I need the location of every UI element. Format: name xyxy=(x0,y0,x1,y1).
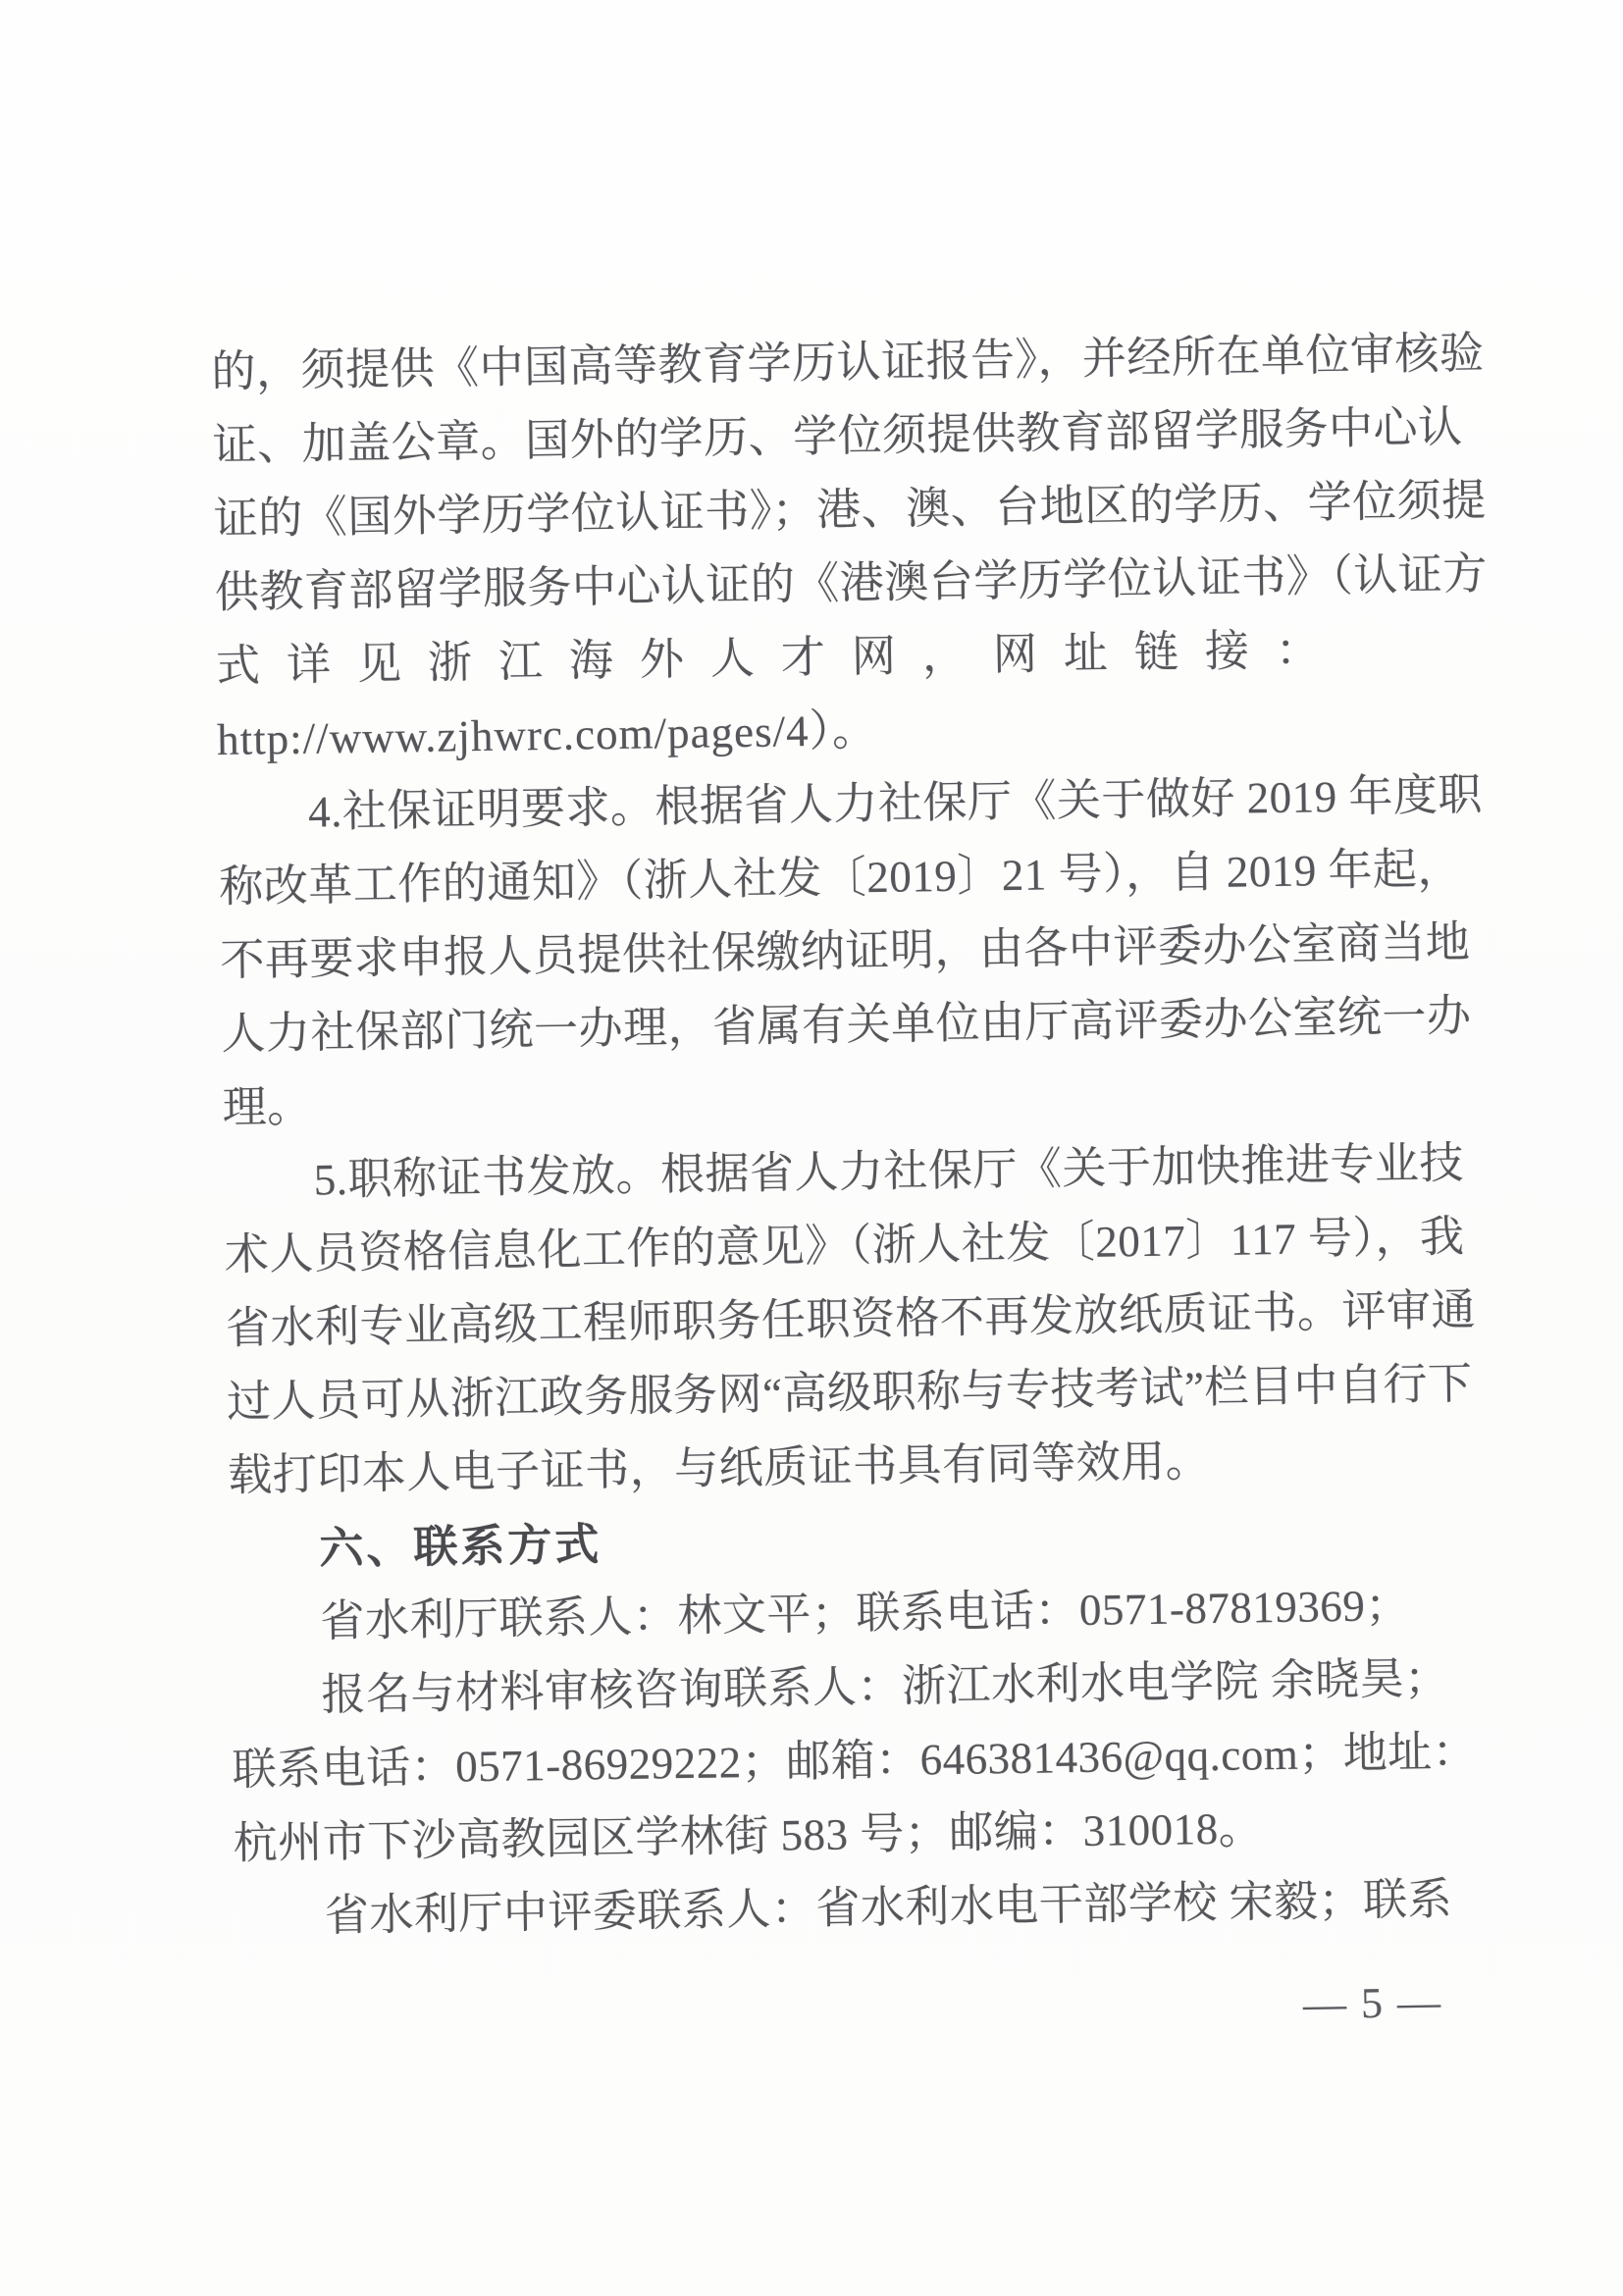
text-line-justified: 式详见浙江海外人才网，网址链接： xyxy=(215,624,1347,691)
text-line: 人力社保部门统一办理，省属有关单位由厅高评委办公室统一办 xyxy=(221,991,1472,1059)
text-line: 证、加盖公章。国外的学历、学位须提供教育部留学服务中心认 xyxy=(212,402,1463,470)
text-line: 省水利专业高级工程师职务任职资格不再发放纸质证书。评审通 xyxy=(225,1284,1477,1353)
text-line: 术人员资格信息化工作的意见》（浙人社发〔2017〕117 号），我 xyxy=(224,1212,1465,1279)
contact-line-phone-email: 联系电话：0571-86929222；邮箱：646381436@qq.com；地址： xyxy=(232,1727,1478,1795)
paragraph-start-social-security: 4.社保证明要求。根据省人力社保厅《关于做好 2019 年度职 xyxy=(307,769,1484,837)
document-text-block xyxy=(211,317,1489,1954)
contact-line-water-dept: 省水利厅联系人：林文平；联系电话：0571-87819369； xyxy=(320,1581,1411,1646)
page-number: — 5 — xyxy=(1302,1977,1443,2029)
url-text: http://www.zjhwrc.com/pages/4）。 xyxy=(216,704,878,764)
contact-line-committee: 省水利厅中评委联系人：省水利水电干部学校 宋毅；联系 xyxy=(324,1874,1453,1941)
text-line: 证的《国外学历学位认证书》；港、澳、台地区的学历、学位须提 xyxy=(213,475,1488,544)
section-heading-contact: 六、联系方式 xyxy=(318,1519,602,1574)
text-line: 载打印本人电子证书，与纸质证书具有同等效用。 xyxy=(227,1436,1211,1500)
contact-line-address: 杭州市下沙高教园区学林街 583 号；邮编：310018。 xyxy=(233,1803,1264,1868)
text-line: 称改革工作的通知》（浙人社发〔2019〕21 号），自 2019 年起， xyxy=(218,844,1463,912)
text-line: 的，须提供《中国高等教育学历认证报告》，并经所在单位审核验 xyxy=(211,328,1485,396)
contact-line-registration: 报名与材料审核咨询联系人：浙江水利水电学院 余晓昊； xyxy=(321,1653,1450,1720)
text-line: 不再要求申报人员提供社保缴纳证明，由各中评委办公室商当地 xyxy=(220,917,1471,985)
text-line: 供教育部留学服务中心认证的《港澳台学历学位认证书》（认证方 xyxy=(214,548,1489,617)
paragraph-start-certificate-issuance: 5.职称证书发放。根据省人力社保厅《关于加快推进专业技 xyxy=(313,1138,1465,1205)
text-line: 过人员可从浙江政务服务网“高级职称与专技考试”栏目中自行下 xyxy=(226,1359,1473,1427)
text-line: 理。 xyxy=(222,1081,313,1132)
